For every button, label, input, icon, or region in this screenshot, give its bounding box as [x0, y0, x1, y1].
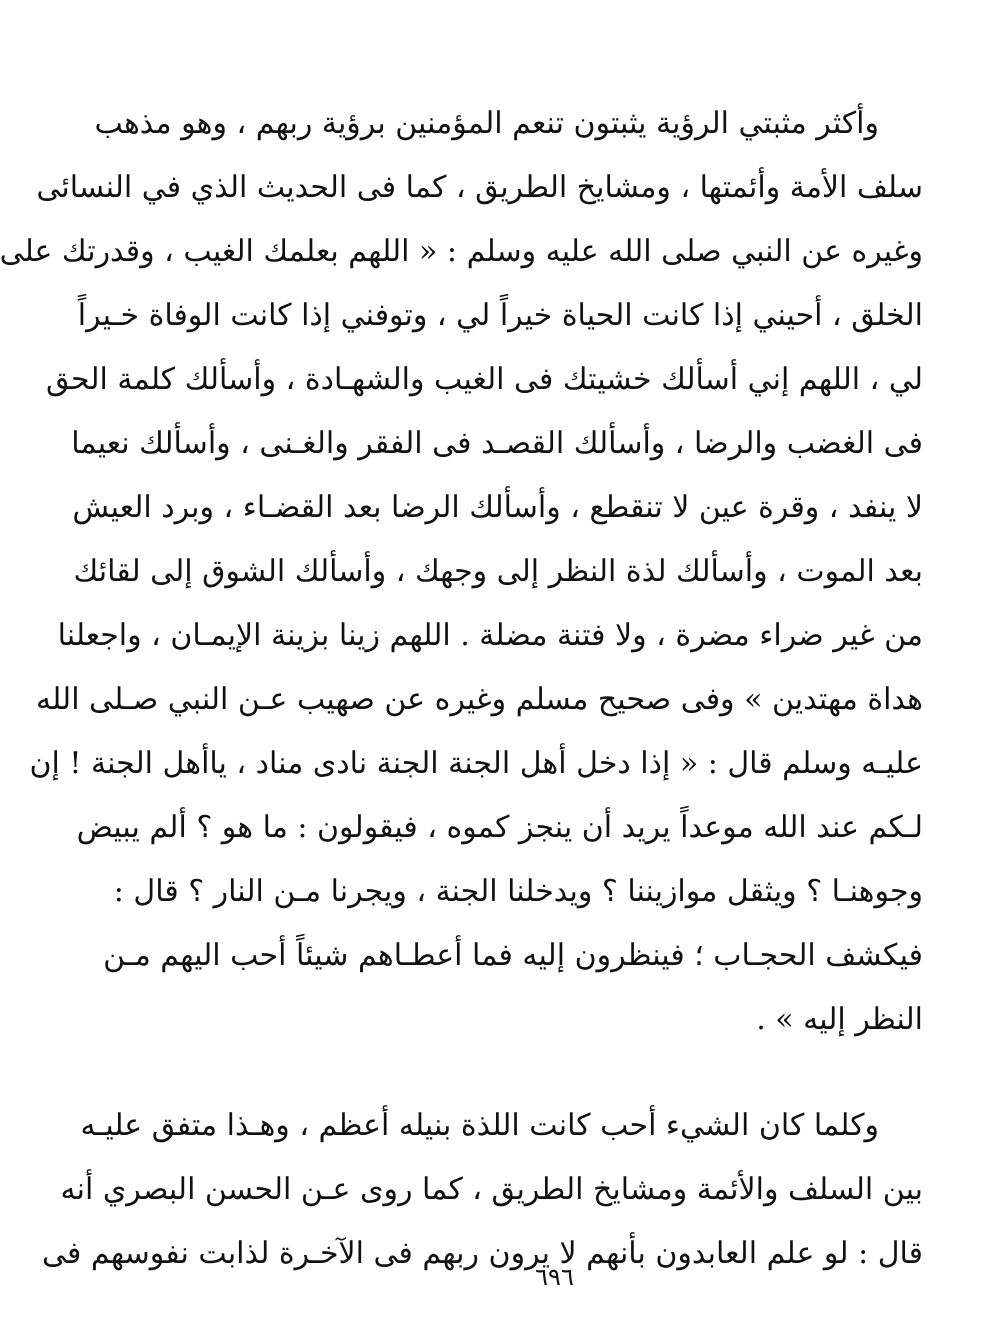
page-body	[0, 92, 923, 1286]
text-line: فيكشف الحجـاب ؛ فينظرون إليه فما أعطـاهم شيئاً أحب اليهم مـن	[103, 938, 923, 973]
text-line: عليـه وسلم قال : « إذا دخل أهل الجنة الجنة نادى مناد ، ياأهل الجنة ! إن	[29, 746, 923, 781]
text-line: الخلق ، أحيني إذا كانت الحياة خيراً لي ، وتوفني إذا كانت الوفاة خـيراً	[77, 298, 923, 333]
text-line: من غير ضراء مضرة ، ولا فتنة مضلة . اللهم زينا بزينة الإيمـان ، واجعلنا	[57, 618, 923, 653]
text-line: فى الغضب والرضا ، وأسألك القصـد فى الفقر والغـنى ، وأسألك نعيما	[71, 426, 923, 461]
text-line: بين السلف والأئمة ومشايخ الطريق ، كما روى عـن الحسن البصري أنه	[60, 1172, 923, 1207]
text-line: وجوهنـا ؟ ويثقل موازيننا ؟ ويدخلنا الجنة ، ويجرنا مـن النار ؟ قال :	[113, 874, 923, 909]
text-line: هداة مهتدين » وفى صحيح مسلم وغيره عن صهيب عـن النبي صـلى الله	[36, 682, 923, 717]
text-line: سلف الأمة وأئمتها ، ومشايخ الطريق ، كما فى الحديث الذي في النسائى	[36, 170, 923, 205]
paragraph-separator	[180, 1052, 923, 1094]
text-line: وأكثر مثبتي الرؤية يثبتون تنعم المؤمنين برؤية ربهم ، وهو مذهب	[94, 106, 879, 141]
text-line: النظر إليه » .	[756, 1002, 923, 1037]
text-line: وكلما كان الشيء أحب كانت اللذة بنيله أعظم ، وهـذا متفق عليـه	[80, 1108, 879, 1143]
text-line: وغيره عن النبي صلى الله عليه وسلم : « اللهم بعلمك الغيب ، وقدرتك على	[0, 234, 923, 269]
page-number: ٦٩٦	[535, 1263, 574, 1291]
text-line: قال : لو علم العابدون بأنهم لا يرون ربهم فى الآخـرة لذابت نفوسهم فى	[41, 1236, 923, 1271]
paragraph-1	[0, 92, 923, 1052]
text-line: بعد الموت ، وأسألك لذة النظر إلى وجهك ، وأسألك الشوق إلى لقائك	[73, 554, 923, 589]
text-line: لي ، اللهم إني أسألك خشيتك فى الغيب والشهـادة ، وأسألك كلمة الحق	[46, 362, 923, 397]
text-line: لـكم عند الله موعداً يريد أن ينجز كموه ، فيقولون : ما هو ؟ ألم يبيض	[76, 810, 923, 845]
paragraph-2	[41, 1094, 923, 1286]
text-line: لا ينفد ، وقرة عين لا تنقطع ، وأسألك الرضا بعد القضـاء ، وبرد العيش	[72, 490, 923, 525]
